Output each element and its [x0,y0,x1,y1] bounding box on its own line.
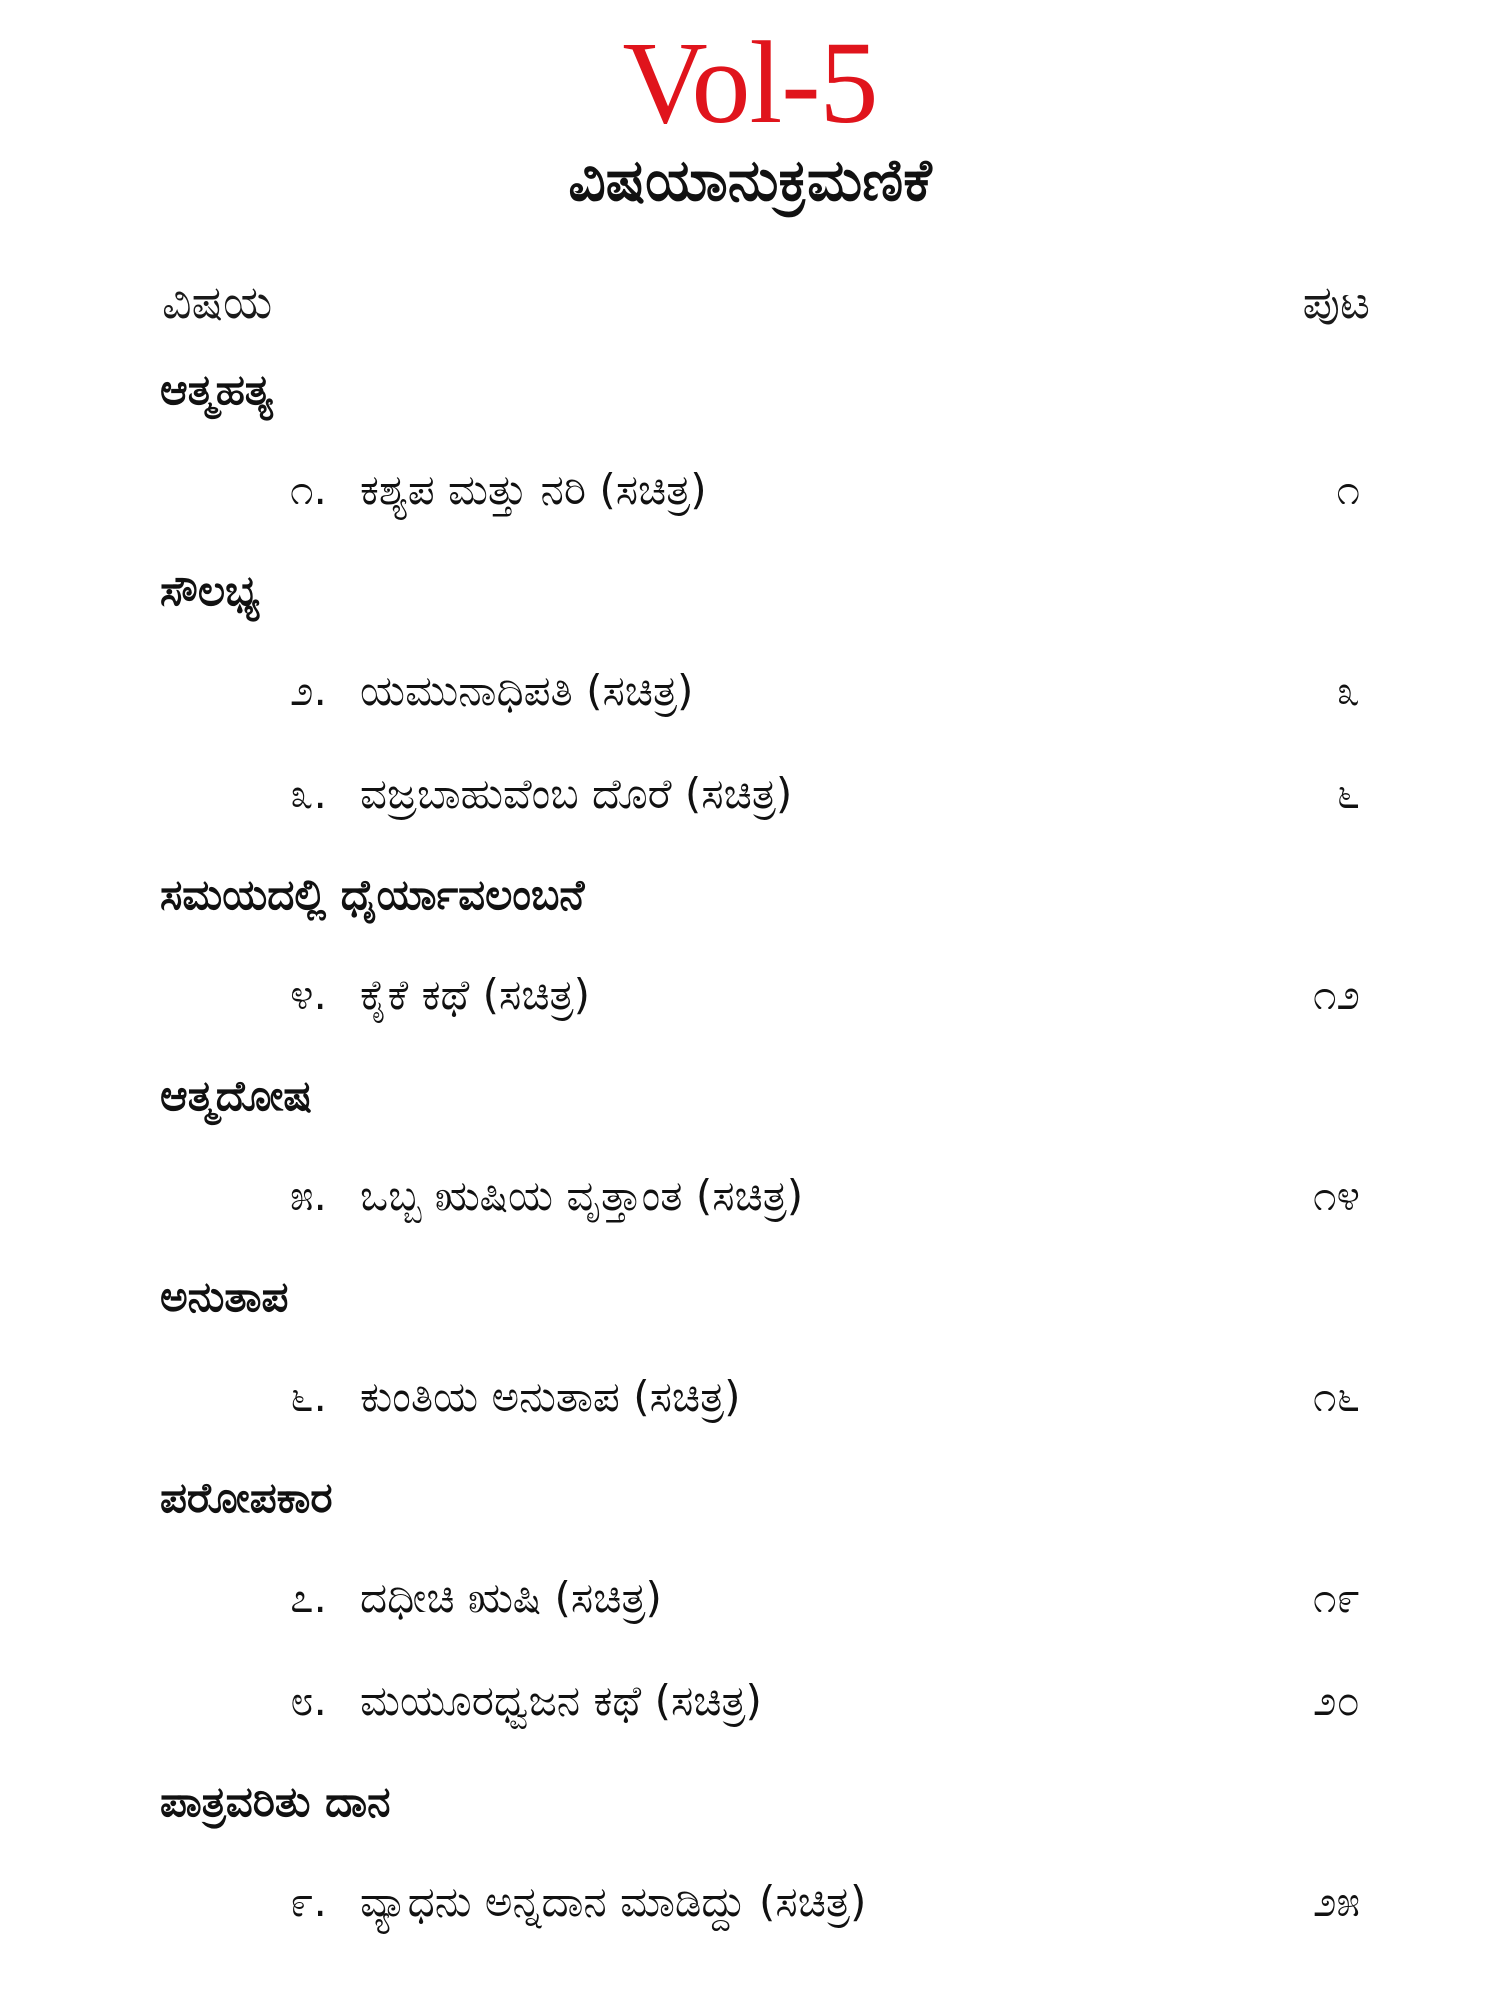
entry-number: ೩. [290,769,327,818]
entry-title: ವಜ್ರಬಾಹುವೆಂಬ ದೊರೆ (ಸಚಿತ್ರ) [360,769,793,818]
entry-page-number: ೩ [1336,666,1360,715]
toc-entry [0,1164,1500,1228]
toc-entry [0,1365,1500,1429]
entry-page-number: ೧ [1336,465,1360,514]
entry-number: ೪. [290,970,327,1019]
section-heading: ಪರೋಪಕಾರ [160,1473,333,1522]
subject-column-header: ವಿಷಯ [162,275,273,329]
entry-page-number: ೧೪ [1312,1171,1360,1220]
toc-entry [0,963,1500,1027]
page-column-header: ಪುಟ [1302,275,1370,329]
toc-entry [0,1669,1500,1733]
entry-title: ವ್ಯಾಧನು ಅನ್ನದಾನ ಮಾಡಿದ್ದು (ಸಚಿತ್ರ) [360,1877,867,1926]
section-heading: ಅನುತಾಪ [160,1272,289,1321]
section-heading: ಸಮಯದಲ್ಲಿ ಧೈರ್ಯಾವಲಂಬನೆ [160,870,585,919]
entry-page-number: ೨೦ [1312,1676,1360,1725]
entry-page-number: ೧೯ [1312,1573,1360,1622]
entry-number: ೬. [290,1372,327,1421]
entry-number: ೫. [290,1171,327,1220]
entry-title: ದಧೀಚಿ ಋಷಿ (ಸಚಿತ್ರ) [360,1573,662,1622]
entry-number: ೮. [290,1676,327,1725]
entry-number: ೧. [290,465,327,514]
entry-title: ಮಯೂರಧ್ವಜನ ಕಥೆ (ಸಚಿತ್ರ) [360,1676,762,1725]
toc-entry [0,1870,1500,1934]
toc-entry [0,1566,1500,1630]
section-heading: ಸೌಲಭ್ಯ [160,566,260,615]
section-heading: ಆತ್ಮಹತ್ಯ [160,365,273,414]
entry-number: ೭. [290,1573,327,1622]
entry-title: ಕೈಕೆ ಕಥೆ (ಸಚಿತ್ರ) [360,970,590,1019]
toc-entry [0,762,1500,826]
entry-title: ಯಮುನಾಧಿಪತಿ (ಸಚಿತ್ರ) [360,666,694,715]
entry-title: ಕಶ್ಯಪ ಮತ್ತು ನರಿ (ಸಚಿತ್ರ) [360,465,707,514]
toc-title: ವಿಷಯಾನುಕ್ರಮಣಿಕೆ [568,146,932,214]
entry-number: ೨. [290,666,327,715]
volume-title: Vol-5 [622,17,878,148]
entry-number: ೯. [290,1877,327,1926]
toc-entry [0,659,1500,723]
toc-entry [0,458,1500,522]
entry-page-number: ೧೨ [1312,970,1360,1019]
section-heading: ಆತ್ಮದೋಷ [160,1071,312,1120]
entry-title: ಕುಂತಿಯ ಅನುತಾಪ (ಸಚಿತ್ರ) [360,1372,741,1421]
entry-page-number: ೨೫ [1312,1877,1360,1926]
entry-page-number: ೧೬ [1312,1372,1360,1421]
section-heading: ಪಾತ್ರವರಿತು ದಾನ [160,1777,391,1826]
entry-page-number: ೬ [1336,769,1360,818]
entry-title: ಒಬ್ಬ ಋಷಿಯ ವೃತ್ತಾಂತ (ಸಚಿತ್ರ) [360,1171,804,1220]
